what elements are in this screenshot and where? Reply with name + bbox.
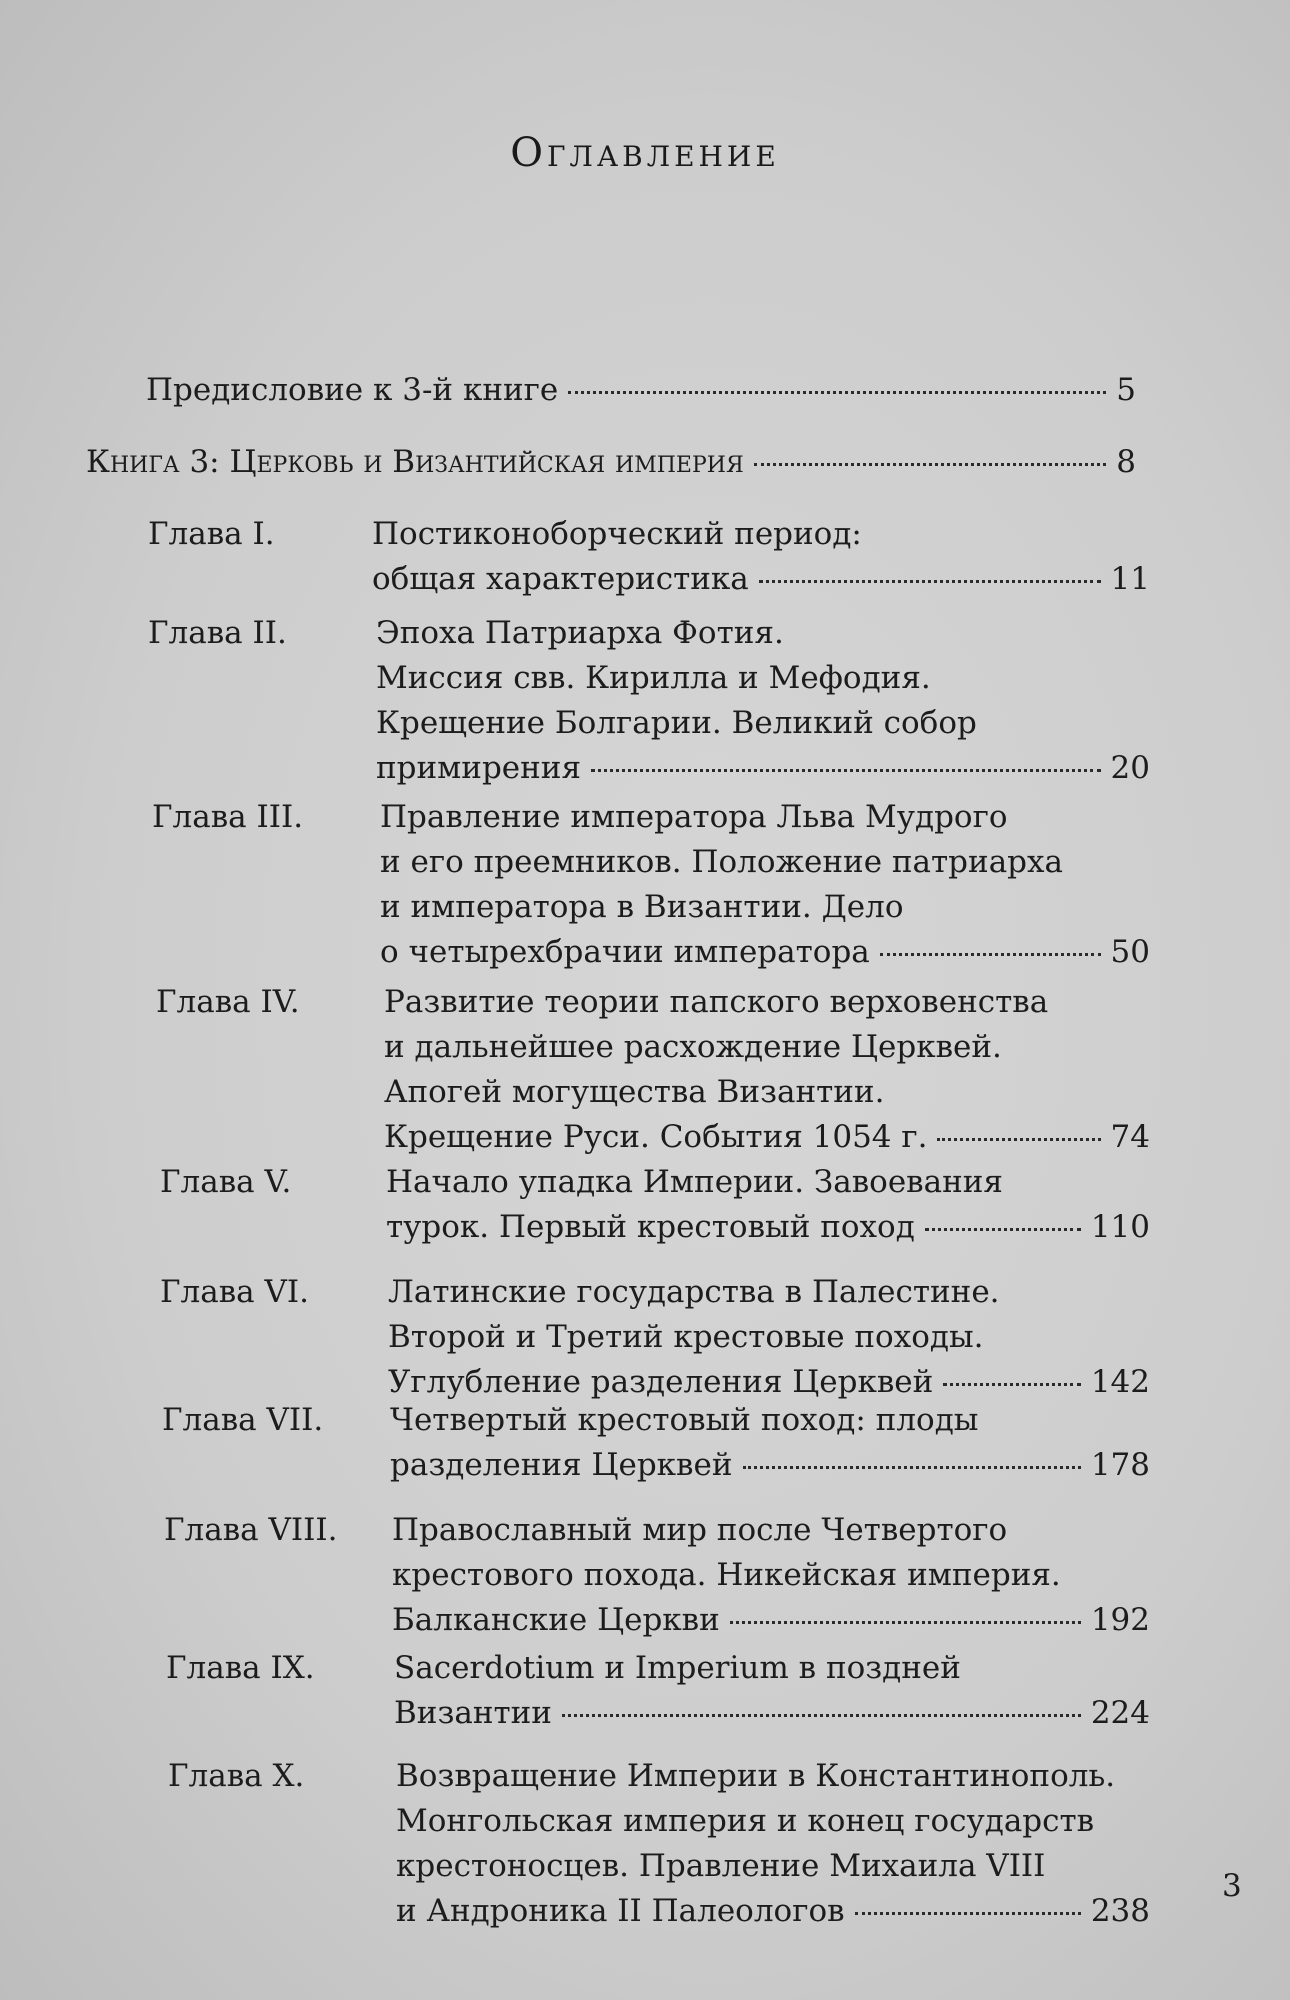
chapter-title-line: и Андроника II Палеологов	[396, 1893, 845, 1929]
toc-entry-text: Предисловие к 3-й книге	[146, 372, 559, 408]
chapter-title-line: Углубление разделения Церквей	[388, 1364, 934, 1400]
leader-dots	[937, 1138, 1100, 1141]
chapter-label: Глава VII.	[162, 1402, 324, 1438]
leader-dots	[568, 391, 1106, 394]
toc-page-number: 192	[1090, 1602, 1150, 1638]
page-title: Оглавление	[510, 130, 780, 176]
chapter-title-line: Второй и Третий крестовые походы.	[388, 1319, 984, 1355]
toc-entry-preface[interactable]	[146, 368, 1136, 413]
chapter-label: Глава I.	[148, 516, 275, 552]
chapter-title-line: Православный мир после Четвертого	[392, 1512, 1008, 1548]
toc-page-number: 20	[1110, 750, 1150, 786]
toc-page-number: 11	[1110, 561, 1150, 597]
chapter-label: Глава VIII.	[164, 1512, 338, 1548]
chapter-title-line: Возвращение Империи в Константинополь.	[396, 1758, 1116, 1794]
chapter-title-line: Постиконоборческий период:	[372, 516, 862, 552]
leader-dots	[743, 1466, 1081, 1469]
leader-dots	[562, 1714, 1081, 1717]
chapter-title-line: Sacerdotium и Imperium в поздней	[394, 1650, 961, 1686]
chapter-title-line: Начало упадка Империи. Завоевания	[386, 1164, 1003, 1200]
chapter-title-line: Правление императора Льва Мудрого	[380, 799, 1008, 835]
leader-dots	[754, 463, 1107, 466]
chapter-title-line: Апогей могущества Византии.	[384, 1074, 885, 1110]
chapter-title-line: Византии	[394, 1695, 552, 1731]
leader-dots	[591, 769, 1101, 772]
chapter-title-line: турок. Первый крестовый поход	[386, 1209, 915, 1245]
chapter-label: Глава II.	[148, 615, 287, 651]
chapter-label: Глава III.	[152, 799, 304, 835]
toc-page-number: 50	[1110, 934, 1150, 970]
chapter-label: Глава IV.	[156, 984, 300, 1020]
leader-dots	[730, 1621, 1081, 1624]
toc-entry-text: Книга 3: Церковь и Византийская империя	[86, 444, 744, 480]
chapter-title-line: и дальнейшее расхождение Церквей.	[384, 1029, 1002, 1065]
chapter-title-line: разделения Церквей	[390, 1447, 733, 1483]
chapter-title-line: крестового похода. Никейская империя.	[392, 1557, 1061, 1593]
toc-page-number: 142	[1090, 1364, 1150, 1400]
chapter-title-line: Балканские Церкви	[392, 1602, 720, 1638]
toc-page-number: 224	[1090, 1695, 1150, 1731]
toc-page-number: 74	[1110, 1119, 1150, 1155]
chapter-title-line: Крещение Болгарии. Великий собор	[376, 705, 977, 741]
leader-dots	[855, 1912, 1081, 1915]
leader-dots	[925, 1228, 1081, 1231]
chapter-title-line: и его преемников. Положение патриарха	[380, 844, 1063, 880]
toc-page-number: 110	[1090, 1209, 1150, 1245]
chapter-title-line: примирения	[376, 750, 582, 786]
toc-page-number: 5	[1116, 372, 1136, 408]
chapter-title-line: Монгольская империя и конец государств	[396, 1803, 1095, 1839]
toc-page-number: 178	[1090, 1447, 1150, 1483]
chapter-title-line: Латинские государства в Палестине.	[388, 1274, 1000, 1310]
chapter-title-line: о четырехбрачии императора	[380, 934, 870, 970]
chapter-title-line: Развитие теории папского верховенства	[384, 984, 1049, 1020]
chapter-title-line: крестоносцев. Правление Михаила VIII	[396, 1848, 1046, 1884]
leader-dots	[943, 1383, 1081, 1386]
chapter-title-line: Миссия свв. Кирилла и Мефодия.	[376, 660, 931, 696]
chapter-title-line: Эпоха Патриарха Фотия.	[376, 615, 784, 651]
chapter-label: Глава IX.	[166, 1650, 315, 1686]
toc-page-number: 8	[1116, 444, 1136, 480]
chapter-title-line: Крещение Руси. События 1054 г.	[384, 1119, 928, 1155]
chapter-title-line: и императора в Византии. Дело	[380, 889, 904, 925]
leader-dots	[880, 953, 1101, 956]
toc-entry-book[interactable]	[86, 440, 1136, 485]
chapter-title-line: общая характеристика	[372, 561, 749, 597]
chapter-label: Глава VI.	[160, 1274, 309, 1310]
leader-dots	[759, 580, 1101, 583]
folio-number: 3	[1222, 1868, 1242, 1904]
toc-page-number: 238	[1090, 1893, 1150, 1929]
chapter-title-line: Четвертый крестовый поход: плоды	[390, 1402, 979, 1438]
chapter-label: Глава X.	[168, 1758, 305, 1794]
chapter-label: Глава V.	[160, 1164, 292, 1200]
